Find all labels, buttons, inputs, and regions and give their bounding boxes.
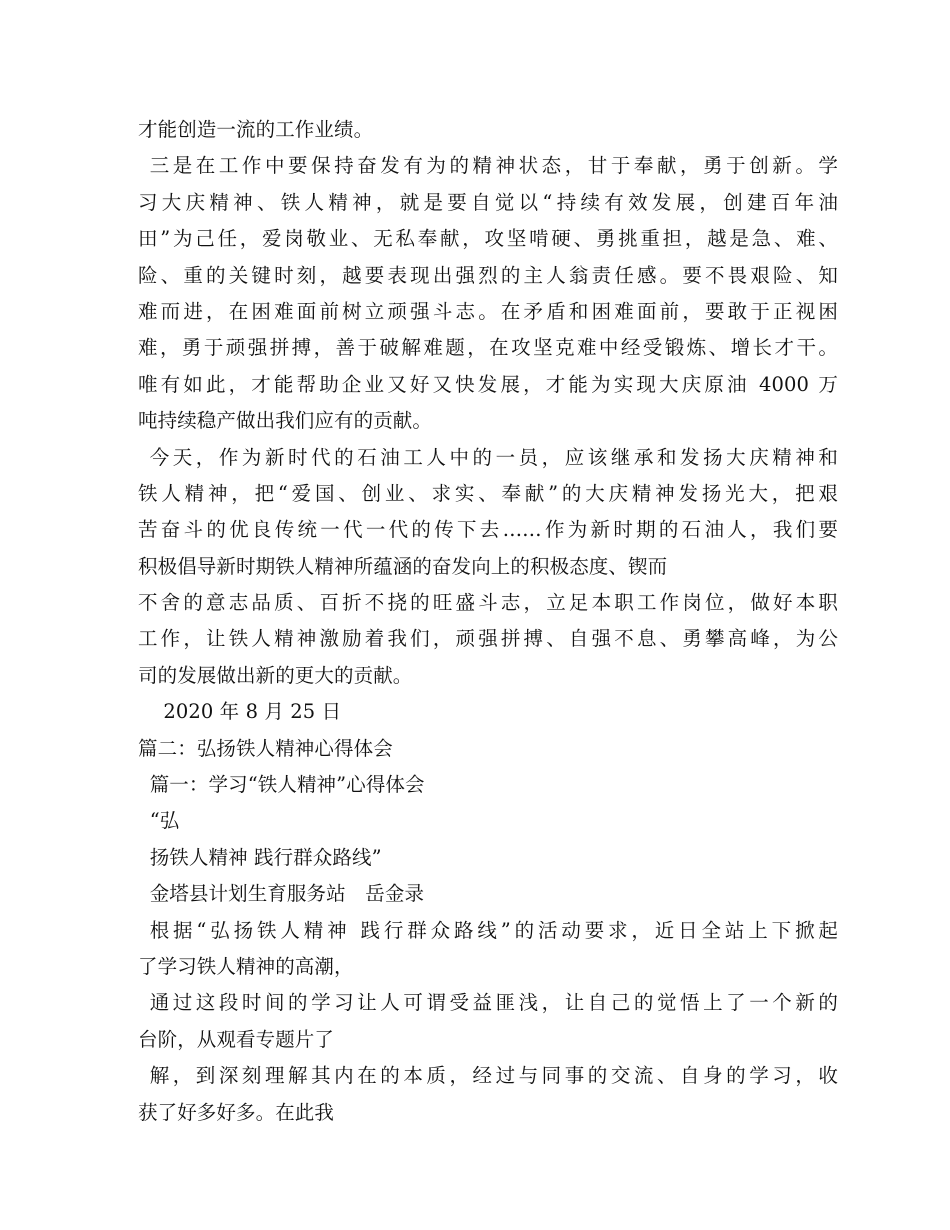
text-line: 险、重的关键时刻，越要表现出强烈的主人翁责任感。要不畏艰险、知 [138,263,838,287]
text-line: 吨持续稳产做出我们应有的贡献。 [138,409,433,433]
text-line: 司的发展做出新的更大的贡献。 [138,663,413,687]
section-heading: 篇二：弘扬铁人精神心得体会 [138,736,393,760]
title-line: 扬铁人精神 践行群众路线” [149,845,382,869]
text-line: 唯有如此，才能帮助企业又好又快发展，才能为实现大庆原油 4000 万 [138,372,838,396]
text-line: 苦奋斗的优良传统一代一代的传下去……作为新时期的石油人，我们要 [138,518,838,542]
date-line: 2020 年 8 月 25 日 [163,700,342,724]
text-line: 根据“弘扬铁人精神 践行群众路线”的活动要求，近日全站上下掀起 [149,918,838,942]
text-line: 今天，作为新时代的石油工人中的一员，应该继承和发扬大庆精神和 [149,445,838,469]
text-line: 获了好多好多。在此我 [138,1100,335,1124]
text-line: 铁人精神，把“爱国、创业、求实、奉献”的大庆精神发扬光大，把艰 [138,481,838,505]
text-line: 难，勇于顽强拼搏，善于破解难题，在攻坚克难中经受锻炼、增长才干。 [138,336,838,360]
title-line: “弘 [149,809,180,833]
text-line: 不舍的意志品质、百折不挠的旺盛斗志，立足本职工作岗位，做好本职 [138,591,838,615]
text-line: 田”为己任，爱岗敬业、无私奉献，攻坚啃硬、勇挑重担，越是急、难、 [138,227,838,251]
text-line: 了学习铁人精神的高潮， [138,954,354,978]
sub-heading: 篇一：学习“铁人精神”心得体会 [149,773,425,797]
text-line: 难而进，在困难面前树立顽强斗志。在矛盾和困难面前，要敢于正视困 [138,299,838,323]
text-line: 习大庆精神、铁人精神，就是要自觉以“持续有效发展，创建百年油 [138,190,838,214]
text-line: 台阶，从观看专题片了 [138,1027,335,1051]
text-line: 通过这段时间的学习让人可谓受益匪浅，让自己的觉悟上了一个新的 [149,991,838,1015]
text-line: 解，到深刻理解其内在的本质，经过与同事的交流、自身的学习，收 [149,1064,838,1088]
author-line: 金塔县计划生育服务站 岳金录 [149,882,425,906]
text-line: 三是在工作中要保持奋发有为的精神状态，甘于奉献，勇于创新。学 [149,154,838,178]
text-line: 积极倡导新时期铁人精神所蕴涵的奋发向上的积极态度、锲而 [138,554,668,578]
document-body [138,112,838,1131]
text-line: 才能创造一流的工作业绩。 [138,118,374,141]
text-line: 工作，让铁人精神激励着我们，顽强拼搏、自强不息、勇攀高峰，为公 [138,627,838,651]
